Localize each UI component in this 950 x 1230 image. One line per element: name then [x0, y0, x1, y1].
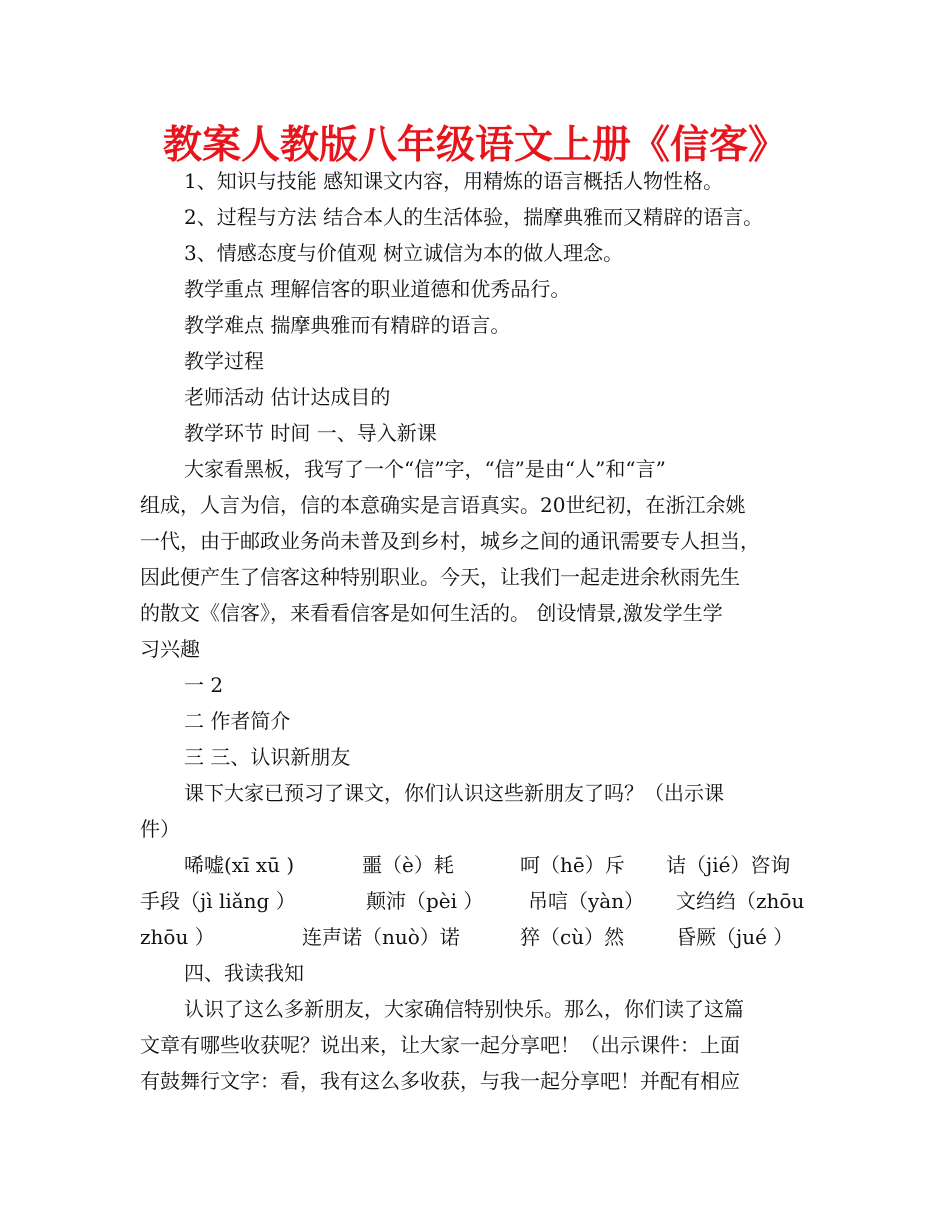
pinyin-word: 诘（jié）咨询 [666, 853, 791, 877]
paragraph-line: 认识了这么多新朋友，大家确信特别快乐。那么，你们读了这篇 [184, 997, 744, 1021]
pinyin-word: 猝（cù）然 [520, 925, 625, 949]
paragraph-line: 因此便产生了信客这种特别职业。今天，让我们一起走进余秋雨先生 [140, 565, 740, 589]
document-title: 教案人教版八年级语文上册《信客》 [162, 123, 787, 168]
pinyin-word: 文绉绉（zhōu [676, 889, 805, 913]
pinyin-row [140, 883, 820, 919]
teaching-step-line: 教学环节 时间 一、导入新课 [184, 421, 437, 445]
pinyin-word: 连声诺（nuò）诺 [302, 925, 460, 949]
pinyin-word: 吊唁（yàn） [528, 889, 645, 913]
section-four-heading: 四、我读我知 [184, 961, 304, 985]
document-body [140, 163, 820, 1099]
paragraph-line: 大家看黑板，我写了一个“信”字，“信”是由“人”和“言” [184, 457, 666, 481]
paragraph-line: 件） [140, 817, 180, 841]
pinyin-word: 唏嘘(xī xū ) [184, 853, 295, 877]
teaching-focus: 教学重点 理解信客的职业道德和优秀品行。 [184, 277, 571, 301]
pinyin-word: 颠沛（pèi ） [366, 889, 484, 913]
paragraph-line: 组成，人言为信，信的本意确实是言语真实。20世纪初，在浙江余姚 [140, 493, 746, 517]
pinyin-word: 呵（hē）斥 [520, 853, 625, 877]
paragraph-line: 有鼓舞行文字：看，我有这么多收获，与我一起分享吧！并配有相应 [140, 1069, 740, 1093]
objective-process: 2、过程与方法 结合本人的生活体验，揣摩典雅而又精辟的语言。 [184, 205, 764, 229]
teaching-difficulty: 教学难点 揣摩典雅而有精辟的语言。 [184, 313, 511, 337]
objective-values: 3、情感态度与价值观 树立诚信为本的做人理念。 [184, 241, 624, 265]
step-two-line: 二 作者简介 [184, 709, 291, 733]
teacher-activity-line: 老师活动 估计达成目的 [184, 385, 391, 409]
paragraph-line: 习兴趣 [140, 637, 200, 661]
step-one-line: 一 2 [184, 673, 224, 697]
pinyin-word: 噩（è）耗 [362, 853, 454, 877]
paragraph-line: 课下大家已预习了课文，你们认识这些新朋友了吗？（出示课 [184, 781, 724, 805]
teaching-process-heading: 教学过程 [184, 349, 264, 373]
objective-knowledge: 1、知识与技能 感知课文内容，用精炼的语言概括人物性格。 [184, 169, 724, 193]
paragraph-line: 的散文《信客》，来看看信客是如何生活的。 创设情景,激发学生学 [140, 601, 723, 625]
pinyin-word: 昏厥（jué ） [676, 925, 794, 949]
pinyin-row [140, 919, 820, 955]
pinyin-row [140, 847, 820, 883]
paragraph-line: 一代，由于邮政业务尚未普及到乡村，城乡之间的通讯需要专人担当， [140, 529, 760, 553]
paragraph-line: 文章有哪些收获呢？说出来，让大家一起分享吧！（出示课件：上面 [140, 1033, 740, 1057]
pinyin-word: 手段（jì liǎng ） [140, 889, 296, 913]
step-three-line: 三 三、认识新朋友 [184, 745, 351, 769]
pinyin-word: zhōu ） [140, 925, 215, 949]
